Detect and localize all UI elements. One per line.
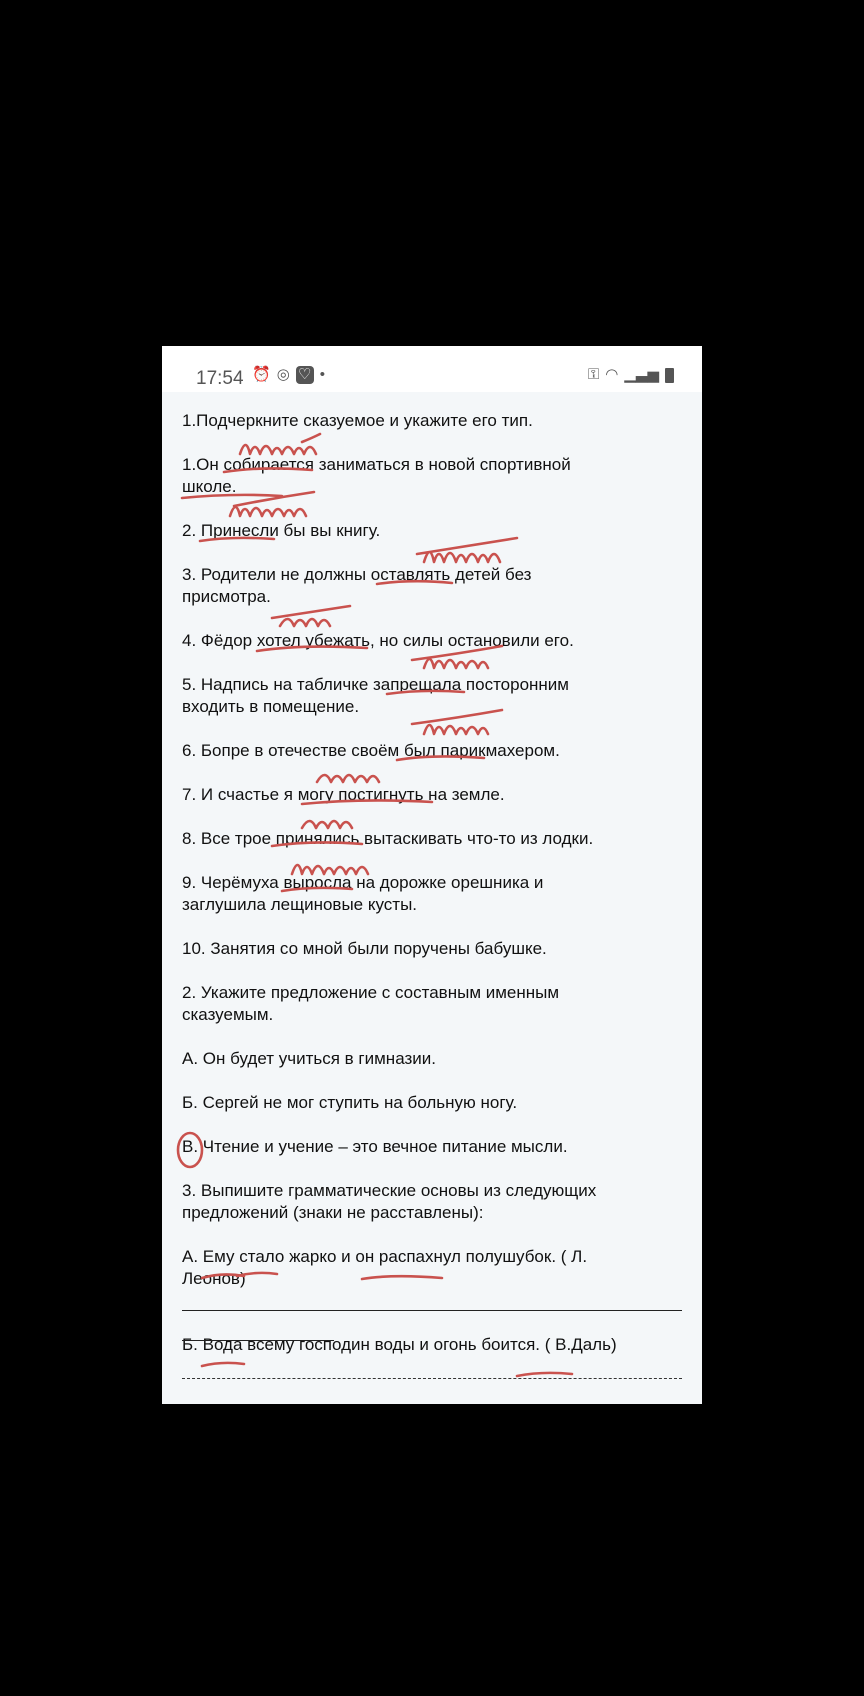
underline-boitsya — [517, 1373, 572, 1376]
label-prostoe-3 — [417, 538, 517, 562]
option-a: А. Он будет учиться в гимназии. — [182, 1049, 436, 1068]
label-sostavnoe-1 — [272, 606, 350, 626]
label-sostavnoe-3 — [302, 821, 352, 828]
sentence-5: 5. Надпись на табличке запрещала посторонним — [182, 675, 569, 694]
sentence-10: 10. Занятия со мной были поручены бабушке. — [182, 939, 547, 958]
underline-voda — [202, 1363, 244, 1366]
sentence-6: 6. Бопре в отечестве своём был парикмахером. — [182, 741, 560, 760]
label-prostoe-1 — [240, 434, 320, 454]
sentence-1-cont: школе. — [182, 477, 237, 496]
status-time: 17:54 — [196, 368, 244, 389]
answer-line-dashed — [182, 1378, 682, 1379]
task-2-heading: 2. Укажите предложение с составным именным — [182, 983, 560, 1002]
phone-screen — [162, 346, 702, 1404]
answer-line-short — [182, 1340, 334, 1341]
task-3-sentence-b: Б. Вода всему господин воды и огонь боится. ( В.Даль) — [182, 1335, 617, 1354]
sentence-3-cont: присмотра. — [182, 587, 271, 606]
task-1-heading: 1.Подчеркните сказуемое и укажите его тип. — [182, 411, 533, 430]
sentence-7: 7. И счастье я могу постигнуть на земле. — [182, 785, 505, 804]
task-3-sentence-a: А. Ему стало жарко и он распахнул полушубок. ( Л. — [182, 1247, 588, 1266]
option-v: В. Чтение и учение – это вечное питание мысли. — [182, 1137, 568, 1156]
task-3-heading: 3. Выпишите грамматические основы из следующих — [182, 1181, 597, 1200]
sentence-5-cont: входить в помещение. — [182, 697, 360, 716]
chrome-icon: ◎ — [276, 366, 290, 383]
sentence-9: 9. Черёмуха выросла на дорожке орешника и — [182, 873, 544, 892]
signal-icon: ▁▃▅ — [624, 366, 659, 383]
task-2-heading-cont: сказуемым. — [182, 1005, 274, 1024]
task-3-heading-cont: предложений (знаки не расставлены): — [182, 1203, 484, 1222]
sentence-2: 2. Принесли бы вы книгу. — [182, 521, 381, 540]
sentence-9-cont: заглушила лещиновые кусты. — [182, 895, 418, 914]
label-sostavnoe-2 — [317, 775, 379, 782]
answer-line-long — [182, 1310, 682, 1311]
sentence-1: 1.Он собирается заниматься в новой спортивной — [182, 455, 571, 474]
sentence-3: 3. Родители не должны оставлять детей без — [182, 565, 532, 584]
wifi-icon: ◠ — [605, 366, 619, 383]
label-prostoe-2 — [230, 492, 314, 516]
sentence-8: 8. Все трое принялись вытаскивать что-то из лодки. — [182, 829, 594, 848]
brainly-icon: ♡ — [296, 366, 314, 384]
dot-icon: • — [319, 366, 326, 383]
alarm-icon: ⏰ — [252, 366, 271, 383]
battery-icon — [665, 368, 674, 383]
label-prostoe-5 — [412, 710, 502, 734]
key-icon: ⚿ — [587, 366, 600, 383]
option-b: Б. Сергей не мог ступить на больную ногу. — [182, 1093, 518, 1112]
status-bar — [162, 346, 702, 392]
task-3-sentence-a-cont: Леонов) — [182, 1269, 246, 1288]
sentence-4: 4. Фёдор хотел убежать, но силы остановили его. — [182, 631, 574, 650]
underline-on-raspakhnul — [362, 1276, 442, 1279]
